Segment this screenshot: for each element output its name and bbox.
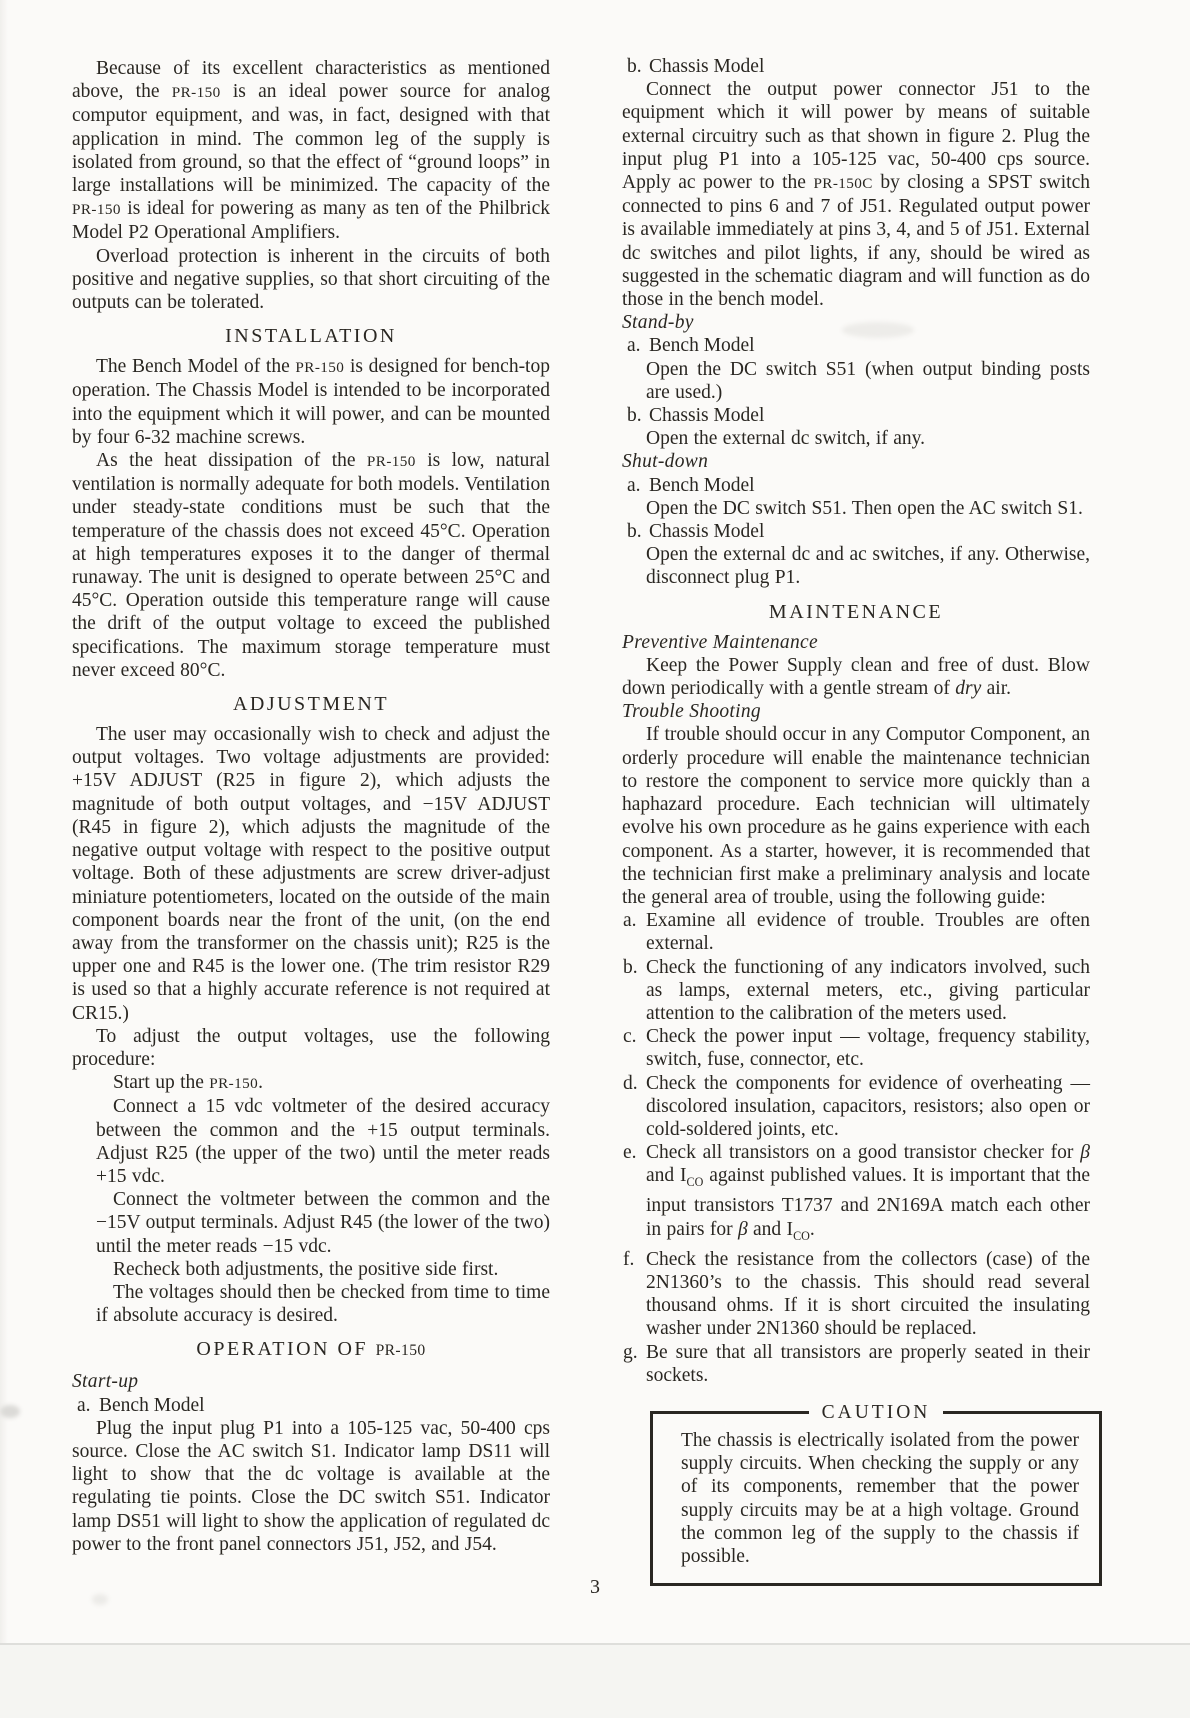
emphasis: β [1080,1142,1090,1164]
guide-item: e. Check all transistors on a good transistor checker for β and $I_{CO}$ against published values. It is important that the input transistors T1737 and 2N169A match each other in pairs for β and $I_{CO}$. [623,1142,1090,1243]
caution-text: The chassis is electrically isolated from the power supply circuits. When checking the supply or any of its components, remember that the power supply circuits may be at a high voltage. Ground the common leg of the supply to the chassis if possible. [681,1429,1079,1567]
labeled-line: a. Bench Model [627,335,755,357]
caution-box [650,1401,1102,1586]
item-label: b. [627,521,642,543]
sub-paragraph: Open the DC switch S51 (when output binding posts are used.) [646,358,1090,403]
paragraph: The user may occasionally wish to check and adjust the output voltages. Two voltage adjustments are provided: +15V ADJUST (R25 in figure 2), which adjusts the magnitude of both output voltages, and −15V ADJUST (R45 in figure 2), which adjusts the magnitude of the negative output voltage with respect to the positive output voltage. Both of these adjustments are screw driver-adjust miniature potentiometers, located on the outside of the main component boards near the front of the unit, (on the end away from the transformer on the chassis unit); R25 is the upper one and R45 is the lower one. (The trim resistor R29 is used so that a highly accurate reference is not required at CR15.) [72,724,550,1024]
section-heading: MAINTENANCE [768,600,944,623]
item-label: f. [623,1248,635,1270]
left-column [72,57,550,1556]
model-designation: PR-150 [295,359,345,377]
scan-edge-shadow [0,0,8,1643]
emphasis: β [737,1218,748,1240]
item-label: b. [627,405,642,427]
item-label: d. [623,1072,638,1094]
procedure-step: Recheck both adjustments, the positive side first. [113,1258,499,1280]
model-designation: PR-150 [171,84,221,102]
sub-paragraph: Open the external dc switch, if any. [646,428,925,450]
caution-header [650,1401,1102,1425]
item-label: b. [627,56,642,77]
labeled-line: b. Chassis Model [627,56,765,77]
page-number: 3 [590,1576,600,1598]
procedure-step: Connect the voltmeter between the common and the −15V output terminals. Adjust R45 (the lower of the two) until the meter reads −15 vdc. [96,1189,550,1257]
paragraph: As the heat dissipation of the PR-150 is low, natural ventilation is normally adequate for both models. Ventilation under steady-state conditions must be such that the temperature of the chassis does not exceed 45°C. Operation at high temperatures exposes it to the danger of thermal runaway. The unit is designed to operate between 25°C and 45°C. Operation outside this temperature range will cause the drift of the output voltage to exceed the published specifications. The maximum storage temperature must never exceed 80°C. [72,450,550,681]
labeled-line: a. Bench Model [627,474,755,496]
subscript: CO [686,1175,704,1190]
procedure-step: Start up the PR-150. [113,1072,264,1094]
rule-line [943,1411,1102,1414]
guide-item: c. Check the power input — voltage, frequency stability, switch, fuse, connector, etc. [623,1026,1090,1071]
guide-item: f. Check the resistance from the collectors (case) of the 2N1360’s to the chassis. This should read several thousand ohms. If it is short circuited the insulating washer under 2N1360 should be replaced. [623,1248,1090,1340]
paragraph: If trouble should occur in any Computor Component, an orderly procedure will enable the maintenance technician to restore the component to service more quickly than a haphazard procedure. Each technician will ultimately evolve his own procedure as he gains experience with each component. As a starter, however, it is recommended that the technician first make a preliminary analysis and locate the general area of trouble, using the following guide: [622,724,1090,908]
paragraph: Keep the Power Supply clean and free of dust. Blow down periodically with a gentle stream of dry air. [622,654,1090,700]
rule-line [650,1411,809,1414]
procedure-step: Connect a 15 vdc voltmeter of the desired accuracy between the common and the +15 output terminals. Adjust R25 (the upper of the two) until the meter reads +15 vdc. [96,1096,550,1187]
subscript: CO [793,1228,810,1243]
procedure-step: The voltages should then be checked from time to time if absolute accuracy is desired. [96,1281,550,1327]
paragraph: Overload protection is inherent in the circuits of both positive and negative supplies, so that short circuiting of the outputs can be tolerated. [72,245,550,314]
scan-artifact [92,1594,108,1605]
guide-item: d. Check the components for evidence of overheating — discolored insulation, capacitors, resistors; also open or cold-soldered joints, etc. [623,1072,1090,1140]
italic-subheading: Preventive Maintenance [622,631,818,653]
item-label: b. [623,956,638,978]
italic-subheading: Trouble Shooting [622,701,761,723]
sub-paragraph: Open the external dc and ac switches, if any. Otherwise, disconnect plug P1. [646,544,1090,589]
model-designation: PR-150 [209,1075,259,1093]
labeled-line: a. Bench Model [77,1394,205,1416]
sub-paragraph: Open the DC switch S51. Then open the AC switch S1. [646,497,1083,519]
item-label: c. [623,1026,637,1048]
paragraph: Plug the input plug P1 into a 105-125 vac, 50-400 cps source. Close the AC switch S1. Indicator lamp DS11 will light to show that the dc voltage is available at the regulating tie points. Close the DC switch S51. Indicator lamp DS51 will light to show the application of regulated dc power to the front panel connectors J51, J52, and J54. [72,1417,550,1555]
section-heading: ADJUSTMENT [232,693,390,716]
paragraph: Connect the output power connector J51 to the equipment which it will power by means of suitable external circuitry such as that shown in figure 2. Plug the input plug P1 into a 105-125 vac, 50-400 cps source. Apply ac power to the PR-150C by closing a SPST switch connected to pins 6 and 7 of J51. Regulated output power is available immediately at pins 3, 4, and 5 of J51. External dc switches and pilot lights, if any, should be wired as suggested in the schematic diagram and will function as do those in the bench model. [622,79,1090,311]
item-label: a. [627,335,641,357]
model-designation: PR-150C [813,175,873,193]
guide-item: g. Be sure that all transistors are properly seated in their sockets. [623,1341,1090,1386]
labeled-line: b. Chassis Model [627,405,765,427]
paragraph: The Bench Model of the PR-150 is designed for bench-top operation. The Chassis Model is intended to be incorporated into the equipment which it will power, and can be mounted by four 6-32 machine screws. [72,356,550,448]
item-label: a. [77,1394,91,1416]
model-designation: PR-150 [375,1342,426,1360]
italic-subheading: Start-up [72,1371,139,1393]
paragraph: To adjust the output voltages, use the following procedure: [72,1025,550,1070]
item-label: a. [627,474,641,496]
model-designation: PR-150 [72,201,121,219]
item-label: e. [623,1142,637,1164]
section-heading: INSTALLATION [225,325,397,348]
guide-item: a. Examine all evidence of trouble. Troubles are often external. [623,910,1090,955]
labeled-line: b. Chassis Model [627,521,765,543]
scan-artifact [842,322,914,338]
item-label: g. [623,1341,638,1363]
model-designation: PR-150 [366,453,416,471]
section-heading: OPERATION OF PR-150 [196,1338,426,1361]
scan-artifact [0,1405,20,1418]
italic-subheading: Shut-down [622,451,709,473]
caution-title: CAUTION [821,1401,931,1423]
paragraph: Because of its excellent characteristics as mentioned above, the PR-150 is an ideal power source for analog computor equipment, and was, in fact, designed with that application in mind. The common leg of the supply is isolated from ground, so that the effect of “ground loops” in large installations will be minimized. The capacity of the PR-150 is ideal for powering as many as ten of the Philbrick Model P2 Operational Amplifiers. [72,58,550,244]
guide-item: b. Check the functioning of any indicators involved, such as lamps, external meters, etc., giving particular attention to the calibration of the meters used. [623,956,1090,1024]
right-column [622,55,1090,1586]
item-label: a. [623,910,637,932]
emphasis: dry [955,678,982,700]
italic-subheading: Stand-by [622,312,694,334]
scanner-background [0,1645,1190,1718]
